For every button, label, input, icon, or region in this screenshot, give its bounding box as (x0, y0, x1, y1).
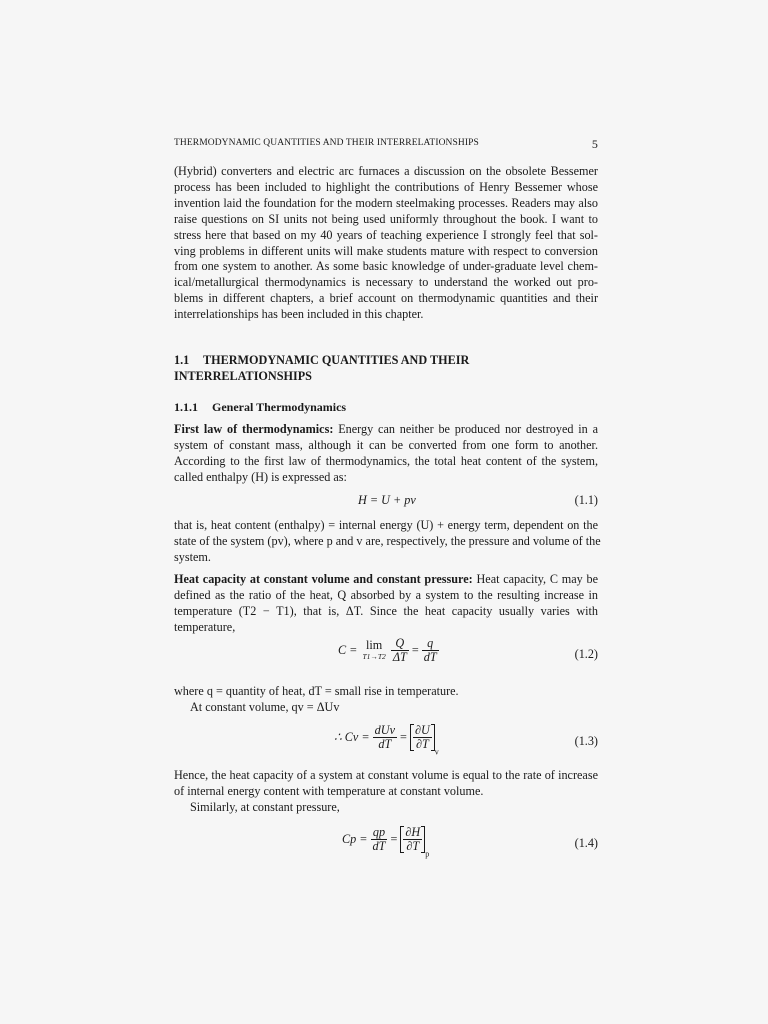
eq4-num1: qp (371, 826, 388, 840)
first-law-paragraph (174, 422, 598, 486)
equation-1-2: C = lim T1→T2 $\frac{Q}{\Delta T}$ = $\frac{q}{dT}$ (1.2) (338, 636, 598, 664)
eq2-lhs: C = (338, 643, 358, 657)
equation-1-3: ∴ Cv = $\frac{\text{dUv}}{dT}$ = $\frac{\partial U}{\partial T}$ $_v$ (1.3) (334, 723, 598, 757)
heat-capacity-lead: Heat capacity at constant volume and constant pressure: (174, 572, 473, 586)
eq4-lhs: Cp = (342, 832, 368, 846)
eq3-num1: dUv (374, 723, 395, 737)
eq4-num2: ∂H (405, 825, 421, 839)
eq3-num2: ∂U (414, 723, 430, 737)
text-line: of internal energy content with temperature at constant volume. (174, 783, 484, 798)
page-number: 5 (591, 137, 598, 151)
equation-1-4: Cp = $\frac{qp}{dT}$ = $\frac{\partial H}{\partial T}$ $_p$ (1.4) (342, 825, 598, 859)
text-line: Similarly, at constant pressure, (190, 799, 340, 814)
text-line: called enthalpy (H) is expressed as: (174, 469, 347, 484)
eq2-num1: Q (391, 637, 409, 651)
text-line: raise questions on SI units not being used uniformly throughout the book. I want to (174, 211, 598, 226)
text-line: At constant volume, qv = ΔUv (190, 699, 340, 714)
equation-number: (1.1) (574, 493, 598, 507)
equation-number: (1.2) (574, 647, 598, 661)
eq4-den1: dT (372, 839, 386, 853)
eq2-lim-sub: T1→T2 (362, 651, 386, 661)
section-title-line1: THERMODYNAMIC QUANTITIES AND THEIR (203, 353, 470, 367)
section-number: 1.1 (174, 353, 190, 367)
first-law-lead: First law of thermodynamics: (174, 422, 334, 436)
eq3-den1: dT (378, 737, 392, 751)
subsection-heading (174, 400, 346, 415)
text-line: temperature, (174, 619, 236, 634)
text-line: system of constant mass, although it can be converted from one form to another. (174, 437, 598, 452)
eq4-sub: p (425, 849, 430, 859)
eq3-lhs: ∴ Cv = (334, 730, 370, 744)
eq2-num2: q (422, 637, 439, 651)
eq2-den2: dT (423, 650, 437, 664)
text-line: system. (174, 549, 211, 564)
heat-definition (174, 684, 598, 716)
text-line: According to the first law of thermodynamics, the total heat content of the system, (174, 453, 598, 468)
text-line: where q = quantity of heat, dT = small rise in temperature. (174, 684, 459, 698)
text-line: from one system to another. As some basic knowledge of under-graduate level chem- (174, 259, 598, 274)
text-line: blems in different chapters, a brief account on thermodynamic quantities and their (174, 291, 598, 306)
heat-capacity-paragraph (174, 572, 598, 636)
text-line: stress here that based on my 40 years of teaching experience I strongly feel that sol- (174, 227, 598, 242)
running-header (174, 137, 598, 151)
text-line: Hence, the heat capacity of a system at constant volume is equal to the rate of increase (174, 768, 598, 782)
eq2-den1: ΔT (392, 650, 407, 664)
constant-volume-conclusion (174, 768, 598, 816)
text-line: that is, heat content (enthalpy) = internal energy (U) + energy term, dependent on the (174, 518, 598, 532)
equation-number: (1.3) (574, 734, 598, 748)
subsection-number: 1.1.1 (174, 400, 198, 414)
eq3-den2: ∂T (415, 737, 429, 751)
intro-paragraph (174, 164, 598, 323)
text-line: temperature (T2 − T1), that is, ΔT. Since the heat capacity usually varies with (174, 603, 598, 618)
subsection-title: General Thermodynamics (212, 400, 347, 414)
text-line: ical/metallurgical thermodynamics is necessary to understand the worked out pro- (174, 275, 598, 290)
running-title: THERMODYNAMIC QUANTITIES AND THEIR INTERRELATIONSHIPS (174, 138, 479, 148)
section-title-line2: INTERRELATIONSHIPS (174, 369, 312, 383)
section-heading (174, 352, 598, 384)
text-line: ving problems in different units will make students mature with respect to conversion (174, 243, 598, 258)
text-line: (Hybrid) converters and electric arc furnaces a discussion on the obsolete Bessemer (174, 164, 598, 178)
text-line: interrelationships has been included in this chapter. (174, 307, 424, 322)
text-line: state of the system (pv), where p and v are, respectively, the pressure and volume of the (174, 533, 601, 548)
eq2-lim: lim (365, 637, 383, 652)
text-line: process has been included to highlight the contributions of Henry Bessemer whose (174, 179, 598, 194)
text-line: First law of thermodynamics: Energy can neither be produced nor destroyed in a (174, 422, 599, 436)
enthalpy-explanation (174, 518, 601, 566)
equation-body: H = U + pv (358, 493, 416, 507)
eq4-den2: ∂T (406, 839, 420, 853)
eq3-sub: v (434, 747, 439, 757)
text-line: defined as the ratio of the heat, Q absorbed by a system to the resulting increase in (174, 587, 598, 602)
text-line: invention laid the foundation for the modern steelmaking processes. Readers may also (174, 195, 598, 210)
text-line: Heat capacity at constant volume and constant pressure: Heat capacity, C may be (174, 572, 598, 586)
equation-number: (1.4) (574, 836, 598, 850)
